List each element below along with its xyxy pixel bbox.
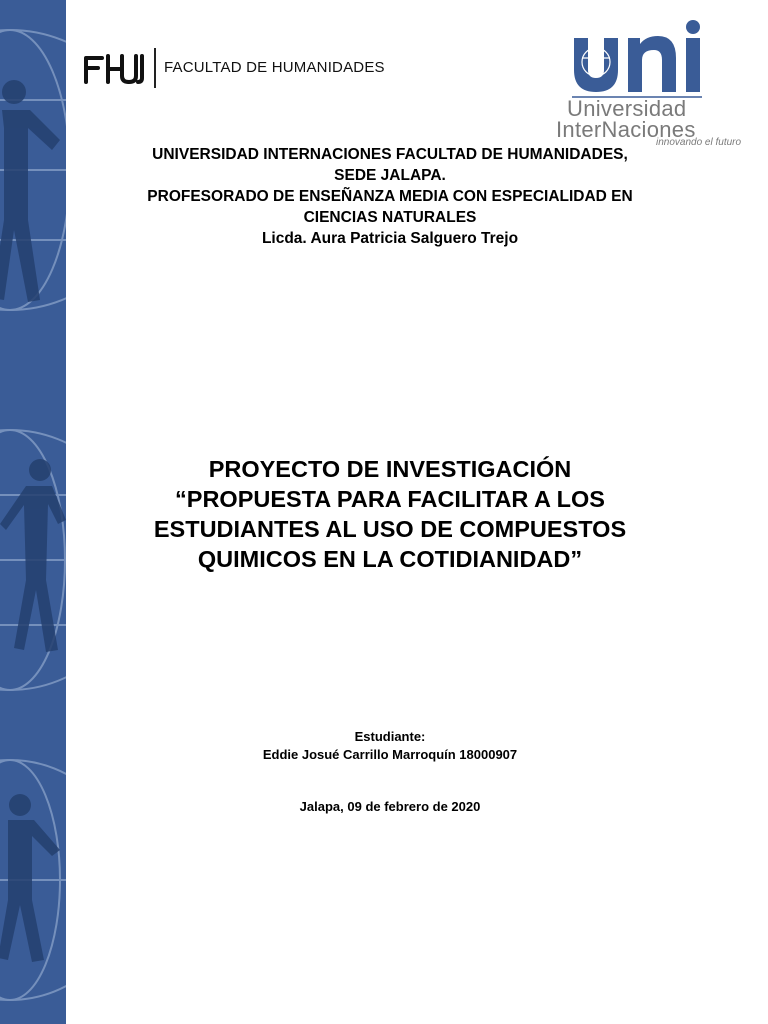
uni-logo <box>552 18 742 153</box>
fhu-logo-mark-icon <box>82 52 150 84</box>
header-line-5: Licda. Aura Patricia Salguero Trejo <box>261 230 519 247</box>
uni-tagline: innovando el futuro <box>656 137 742 148</box>
student-name: Eddie Josué Carrillo Marroquín 18000907 <box>262 747 518 762</box>
document-date: Jalapa, 09 de febrero de 2020 <box>299 799 481 814</box>
header-line-2: SEDE JALAPA. <box>334 167 446 184</box>
institution-header <box>100 144 680 249</box>
header-line-1: UNIVERSIDAD INTERNACIONES FACULTAD DE HUMANIDADES, <box>152 146 628 163</box>
decorative-side-band <box>0 0 66 1024</box>
title-line-3: ESTUDIANTES AL USO DE COMPUESTOS <box>153 516 627 542</box>
uni-logo-mark-icon <box>552 18 722 98</box>
fhu-logo-divider <box>154 48 156 88</box>
header-line-4: CIENCIAS NATURALES <box>303 209 477 226</box>
fhu-logo-text: FACULTAD DE HUMANIDADES <box>164 59 385 76</box>
uni-name-line1: Universidad <box>567 96 687 121</box>
uni-name-line2: InterNaciones <box>556 117 696 142</box>
project-title <box>90 454 690 574</box>
fhu-logo <box>82 48 385 90</box>
student-info <box>120 728 660 764</box>
title-line-1: PROYECTO DE INVESTIGACIÓN <box>208 456 572 482</box>
title-line-4: QUIMICOS EN LA COTIDIANIDAD” <box>197 546 583 572</box>
header-line-3: PROFESORADO DE ENSEÑANZA MEDIA CON ESPECIALIDAD EN <box>147 188 633 205</box>
globe-figure-pattern-icon <box>0 0 66 1024</box>
title-line-2: “PROPUESTA PARA FACILITAR A LOS <box>175 486 605 512</box>
student-label: Estudiante: <box>354 729 426 744</box>
